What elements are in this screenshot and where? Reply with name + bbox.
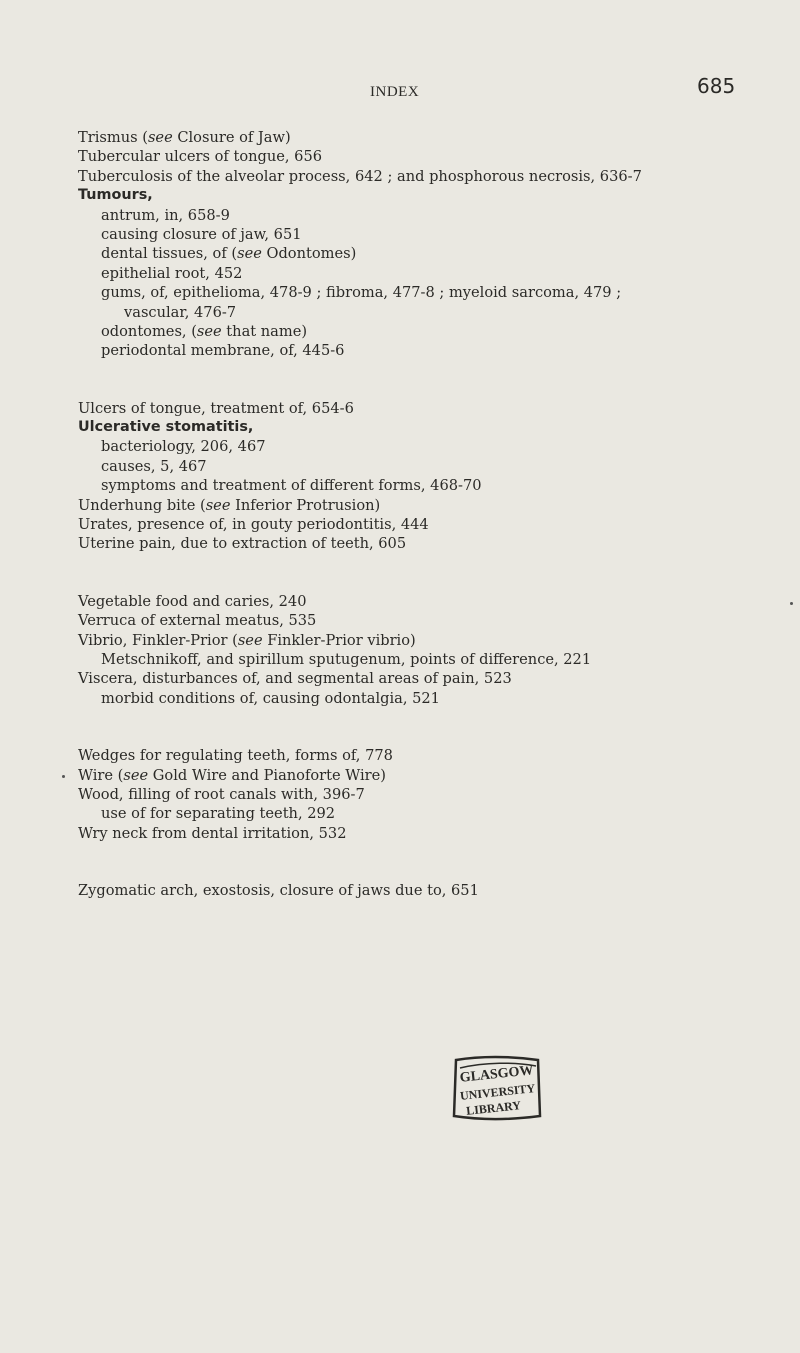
entry-text: Tumours, [78, 187, 153, 204]
entry-text: antrum, in, 658-9 [101, 206, 230, 224]
entry-text: Zygomatic arch, exostosis, closure of jaws due to, 651 [78, 882, 479, 900]
entry-text: Viscera, disturbances of, and segmental areas of pain, 523 [78, 670, 512, 688]
entry-text: bacteriology, 206, 467 [101, 438, 266, 456]
index-entry [78, 399, 794, 418]
index-entry [78, 515, 794, 534]
entry-text: epithelial root, 452 [101, 264, 243, 282]
section-gap [78, 361, 794, 399]
section-gap [78, 554, 794, 592]
entry-text: use of for separating teeth, 292 [101, 805, 336, 823]
cross-reference-see: see [123, 766, 149, 784]
index-entry [78, 824, 794, 843]
index-entry [78, 766, 794, 785]
entry-text: Trismus ( [78, 129, 148, 146]
entry-text: vascular, 476-7 [124, 303, 237, 321]
section-gap [78, 843, 794, 881]
entry-text: that name) [221, 322, 308, 340]
entry-text: Finkler-Prior vibrio) [262, 631, 416, 649]
entry-text: Underhung bite ( [78, 496, 206, 514]
index-entry [78, 746, 794, 765]
index-entry [78, 785, 794, 804]
index-entry [78, 128, 794, 147]
entry-text: Verruca of external meatus, 535 [78, 612, 317, 630]
index-entry [78, 418, 794, 437]
cross-reference-see: see [147, 129, 173, 146]
entry-text: Metschnikoff, and spirillum sputugenum, points of difference, 221 [101, 650, 592, 668]
entry-text: Inferior Protrusion) [230, 496, 381, 514]
index-entry [78, 167, 794, 186]
index-entry [78, 592, 794, 611]
index-subentry [78, 804, 794, 823]
entry-text: Wedges for regulating teeth, forms of, 778 [78, 747, 393, 765]
entry-text: dental tissues, of ( [101, 245, 238, 263]
index-entry [78, 186, 794, 205]
entry-text: Vegetable food and caries, 240 [78, 592, 307, 610]
index-subentry [78, 244, 794, 263]
stamp-line-2: UNIVERSITY [459, 1081, 536, 1103]
index-subentry [78, 437, 794, 456]
index-subentry [78, 322, 794, 341]
entry-text: Wry neck from dental irritation, 532 [78, 824, 347, 842]
index-subentry [78, 264, 794, 283]
index-entry [78, 611, 794, 630]
index-subentry [78, 225, 794, 244]
library-stamp [450, 1054, 544, 1124]
index-entry [78, 496, 794, 515]
entry-text: causing closure of jaw, 651 [101, 225, 302, 243]
entry-text: Wood, filling of root canals with, 396-7 [78, 785, 365, 803]
section-gap [78, 708, 794, 746]
entry-text: Odontomes) [261, 245, 357, 263]
stamp-line-1: GLASGOW [459, 1063, 535, 1086]
entry-text: Uterine pain, due to extraction of teeth, 605 [78, 535, 407, 553]
entry-text: symptoms and treatment of different forms, 468-70 [101, 477, 482, 495]
entry-text: Gold Wire and Pianoforte Wire) [148, 766, 386, 784]
entry-text: Closure of Jaw) [172, 129, 291, 146]
index-entries [78, 128, 794, 901]
entry-text: morbid conditions of, causing odontalgia, 521 [101, 689, 440, 707]
index-subentry [78, 650, 794, 669]
index-subentry [78, 303, 794, 322]
cross-reference-see: see [196, 322, 222, 340]
stray-mark [62, 775, 65, 778]
index-subentry [78, 689, 794, 708]
cross-reference-see: see [205, 496, 231, 514]
entry-text: Tuberculosis of the alveolar process, 642 ; and phosphorous necrosis, 636-7 [78, 167, 642, 185]
index-entry [78, 881, 794, 900]
entry-text: Ulcerative stomatitis, [78, 419, 254, 436]
stray-mark [790, 602, 793, 605]
entry-text: Vibrio, Finkler-Prior ( [78, 631, 238, 649]
stamp-line-3: LIBRARY [465, 1098, 522, 1118]
cross-reference-see: see [237, 245, 262, 263]
index-subentry [78, 206, 794, 225]
index-subentry [78, 283, 794, 302]
entry-text: Tubercular ulcers of tongue, 656 [78, 148, 323, 166]
entry-text: odontomes, ( [101, 322, 197, 340]
running-head: INDEX [370, 84, 420, 100]
entry-text: Ulcers of tongue, treatment of, 654-6 [78, 399, 354, 417]
index-entry [78, 534, 794, 553]
entry-text: Wire ( [78, 766, 124, 784]
index-subentry [78, 457, 794, 476]
cross-reference-see: see [237, 631, 263, 649]
index-subentry [78, 341, 794, 360]
entry-text: Urates, presence of, in gouty periodontitis, 444 [78, 516, 429, 534]
index-entry [78, 631, 794, 650]
entry-text: causes, 5, 467 [101, 457, 207, 475]
index-subentry [78, 476, 794, 495]
entry-text: gums, of, epithelioma, 478-9 ; fibroma, 477-8 ; myeloid sarcoma, 479 ; [101, 284, 622, 302]
index-entry [78, 669, 794, 688]
index-entry [78, 147, 794, 166]
entry-text: periodontal membrane, of, 445-6 [101, 342, 345, 360]
page-number: 685 [697, 74, 736, 98]
